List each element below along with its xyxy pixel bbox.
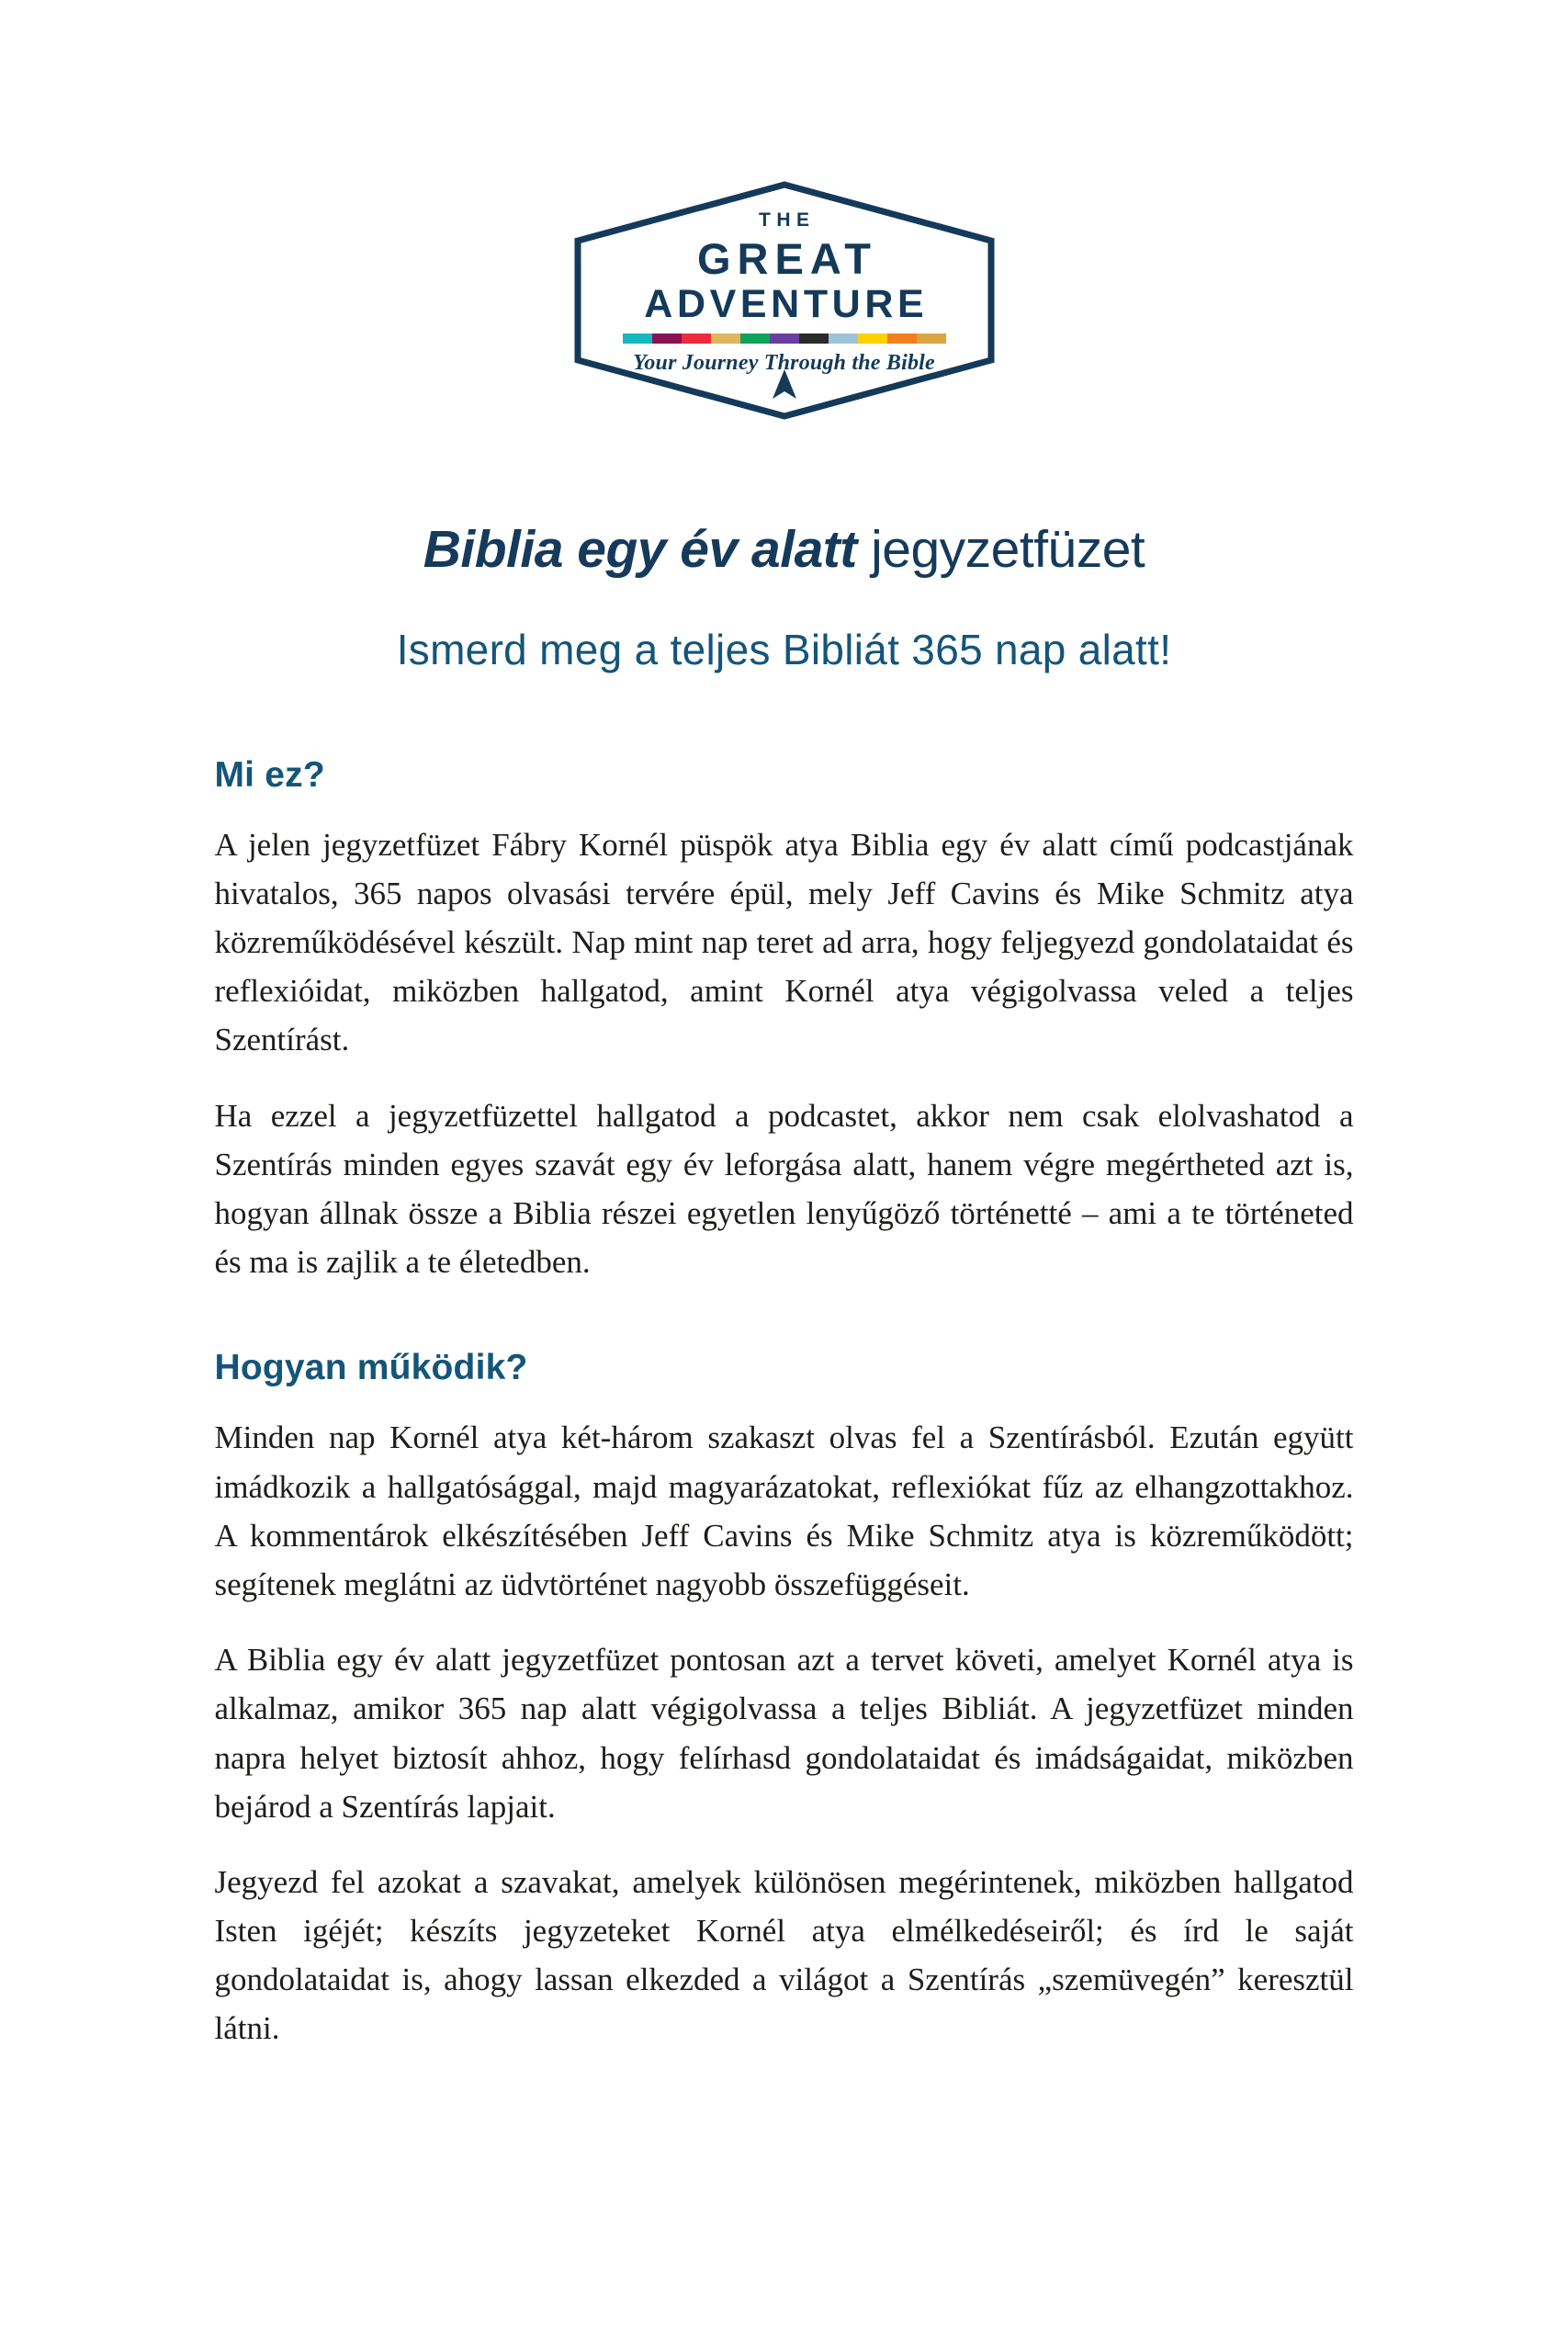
section-heading: Mi ez? (214, 754, 325, 795)
body-paragraph: A jelen jegyzetfüzet Fábry Kornél püspök atya Biblia egy év alatt című podcastjának hivatalos, 365 napos olvasási tervére épül, mely Jeff Cavins és Mike Schmitz atya közreműködésével készült. Nap mint nap teret ad arra, hogy feljegyezd gondolataidat és reflexióidat, miközben hallgatod, amint Kornél atya végigolvassa veled a teljes Szentírást. (214, 826, 1354, 1058)
logo-container (0, 0, 1568, 421)
logo-word-great: GREAT (696, 234, 877, 283)
page-title-emphasis: Biblia egy év alatt (423, 520, 857, 579)
logo-word-adventure: ADVENTURE (644, 282, 929, 326)
page-title (0, 421, 1568, 579)
body-paragraph: Ha ezzel a jegyzetfüzettel hallgatod a podcastet, akkor nem csak elolvashatod a Szentírás minden egyes szavát egy év leforgása alatt, hanem végre megértheted azt is, hogyan állnak össze a Biblia részei egyetlen lenyűgöző történetté – ami a te történeted és ma is zajlik a te életedben. (214, 1097, 1354, 1281)
logo-tagline: Your Journey Through the Bible (633, 351, 935, 375)
body-paragraph: A Biblia egy év alatt jegyzetfüzet pontosan azt a tervet követi, amelyet Kornél atya is alkalmaz, amikor 365 nap alatt végigolvassa a teljes Bibliát. A jegyzetfüzet minden napra helyet biztosít ahhoz, hogy felírhasd gondolataidat és imádságaidat, miközben bejárod a Szentírás lapjait. (214, 1642, 1354, 1825)
page-title-rest: jegyzetfüzet (856, 520, 1145, 579)
body-paragraph: Jegyezd fel azokat a szavakat, amelyek különösen megérintenek, miközben hallgatod Isten igéjét; készíts jegyzeteket Kornél atya elmélkedéseiről; és írd le saját gondolataidat is, ahogy lassan elkezded a világot a Szentírás „szemüvegén” keresztül látni. (214, 1863, 1354, 2047)
hexagon-badge-icon (573, 180, 996, 421)
document-body (215, 674, 1354, 2053)
logo-word-the: THE (759, 209, 816, 231)
page-subtitle: Ismerd meg a teljes Bibliát 365 nap alatt! (396, 625, 1172, 673)
body-paragraph: Minden nap Kornél atya két-három szakaszt olvas fel a Szentírásból. Ezután együtt imádkozik a hallgatósággal, majd magyarázatokat, reflexiókat fűz az elhangzottakhoz. A kommentárok elkészítésében Jeff Cavins és Mike Schmitz atya is közreműködött; segítenek meglátni az üdvtörténet nagyobb összefüggéseit. (214, 1419, 1354, 1602)
section-heading: Hogyan működik? (214, 1348, 528, 1388)
great-adventure-logo (573, 180, 996, 421)
